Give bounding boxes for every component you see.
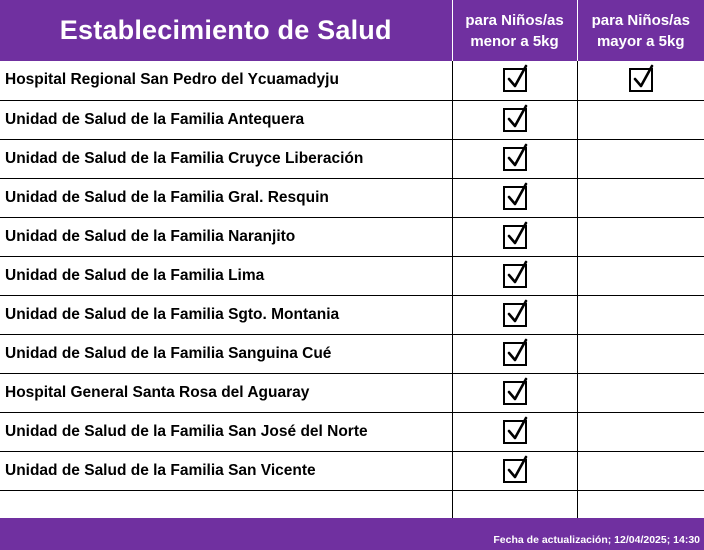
checkbox-checked-icon	[503, 225, 527, 249]
table-row	[0, 295, 704, 334]
table-row	[0, 139, 704, 178]
checkbox-checked-icon	[629, 68, 653, 92]
cell-under-5kg	[452, 100, 577, 139]
cell-under-5kg	[452, 412, 577, 451]
checkbox-checked-icon	[503, 264, 527, 288]
checkbox-checked-icon	[503, 108, 527, 132]
establishment-name: Unidad de Salud de la Familia Gral. Resquin	[0, 178, 452, 217]
table-body	[0, 61, 704, 518]
table-row	[0, 451, 704, 490]
establishment-name: Hospital Regional San Pedro del Ycuamadyju	[0, 61, 452, 100]
header-row	[0, 0, 704, 61]
header-over-5kg-line-2: mayor a 5kg	[596, 32, 685, 50]
table-row	[0, 178, 704, 217]
cell-under-5kg	[452, 334, 577, 373]
cell-under-5kg	[452, 178, 577, 217]
footer-bar	[0, 518, 704, 550]
checkbox-checked-icon	[503, 381, 527, 405]
table-row	[0, 412, 704, 451]
header-over-5kg-line-1: para Niños/as	[591, 11, 690, 29]
table-row	[0, 373, 704, 412]
cell-under-5kg	[452, 61, 577, 100]
checkbox-checked-icon	[503, 147, 527, 171]
cell-over-5kg	[577, 334, 704, 373]
checkbox-checked-icon	[503, 420, 527, 444]
cell-over-5kg	[577, 373, 704, 412]
cell-under-5kg	[452, 217, 577, 256]
establishment-name: Unidad de Salud de la Familia San José del Norte	[0, 412, 452, 451]
table-row	[0, 217, 704, 256]
establishment-name: Unidad de Salud de la Familia Cruyce Liberación	[0, 139, 452, 178]
table-row	[0, 100, 704, 139]
header-over-5kg	[577, 0, 704, 61]
checkbox-checked-icon	[503, 303, 527, 327]
cell-under-5kg	[452, 373, 577, 412]
cell-over-5kg	[577, 217, 704, 256]
cell-under-5kg	[452, 256, 577, 295]
cell-under-5kg	[452, 139, 577, 178]
blank-cell	[577, 490, 704, 518]
establishment-name: Unidad de Salud de la Familia Sgto. Montania	[0, 295, 452, 334]
cell-over-5kg	[577, 256, 704, 295]
cell-over-5kg	[577, 295, 704, 334]
establishment-name: Unidad de Salud de la Familia Antequera	[0, 100, 452, 139]
blank-cell	[452, 490, 577, 518]
cell-under-5kg	[452, 451, 577, 490]
checkbox-checked-icon	[503, 342, 527, 366]
cell-over-5kg	[577, 178, 704, 217]
cell-over-5kg	[577, 139, 704, 178]
table-row	[0, 334, 704, 373]
blank-row	[0, 490, 704, 518]
cell-over-5kg	[577, 100, 704, 139]
establishment-name: Unidad de Salud de la Familia San Vicente	[0, 451, 452, 490]
table-row	[0, 61, 704, 100]
table-row	[0, 256, 704, 295]
header-under-5kg-line-2: menor a 5kg	[470, 32, 559, 50]
update-timestamp: Fecha de actualización; 12/04/2025; 14:30	[493, 534, 700, 546]
header-under-5kg-line-1: para Niños/as	[465, 11, 564, 29]
table-header	[0, 0, 704, 61]
checkbox-checked-icon	[503, 68, 527, 92]
establishment-name: Unidad de Salud de la Familia Naranjito	[0, 217, 452, 256]
cell-over-5kg	[577, 451, 704, 490]
cell-over-5kg	[577, 412, 704, 451]
blank-cell	[0, 490, 452, 518]
establishment-name: Hospital General Santa Rosa del Aguaray	[0, 373, 452, 412]
header-under-5kg	[452, 0, 577, 61]
establishment-name: Unidad de Salud de la Familia Sanguina Cué	[0, 334, 452, 373]
checkbox-checked-icon	[503, 186, 527, 210]
checkbox-checked-icon	[503, 459, 527, 483]
establishment-name: Unidad de Salud de la Familia Lima	[0, 256, 452, 295]
cell-under-5kg	[452, 295, 577, 334]
header-establishment: Establecimiento de Salud	[0, 0, 452, 61]
cell-over-5kg	[577, 61, 704, 100]
